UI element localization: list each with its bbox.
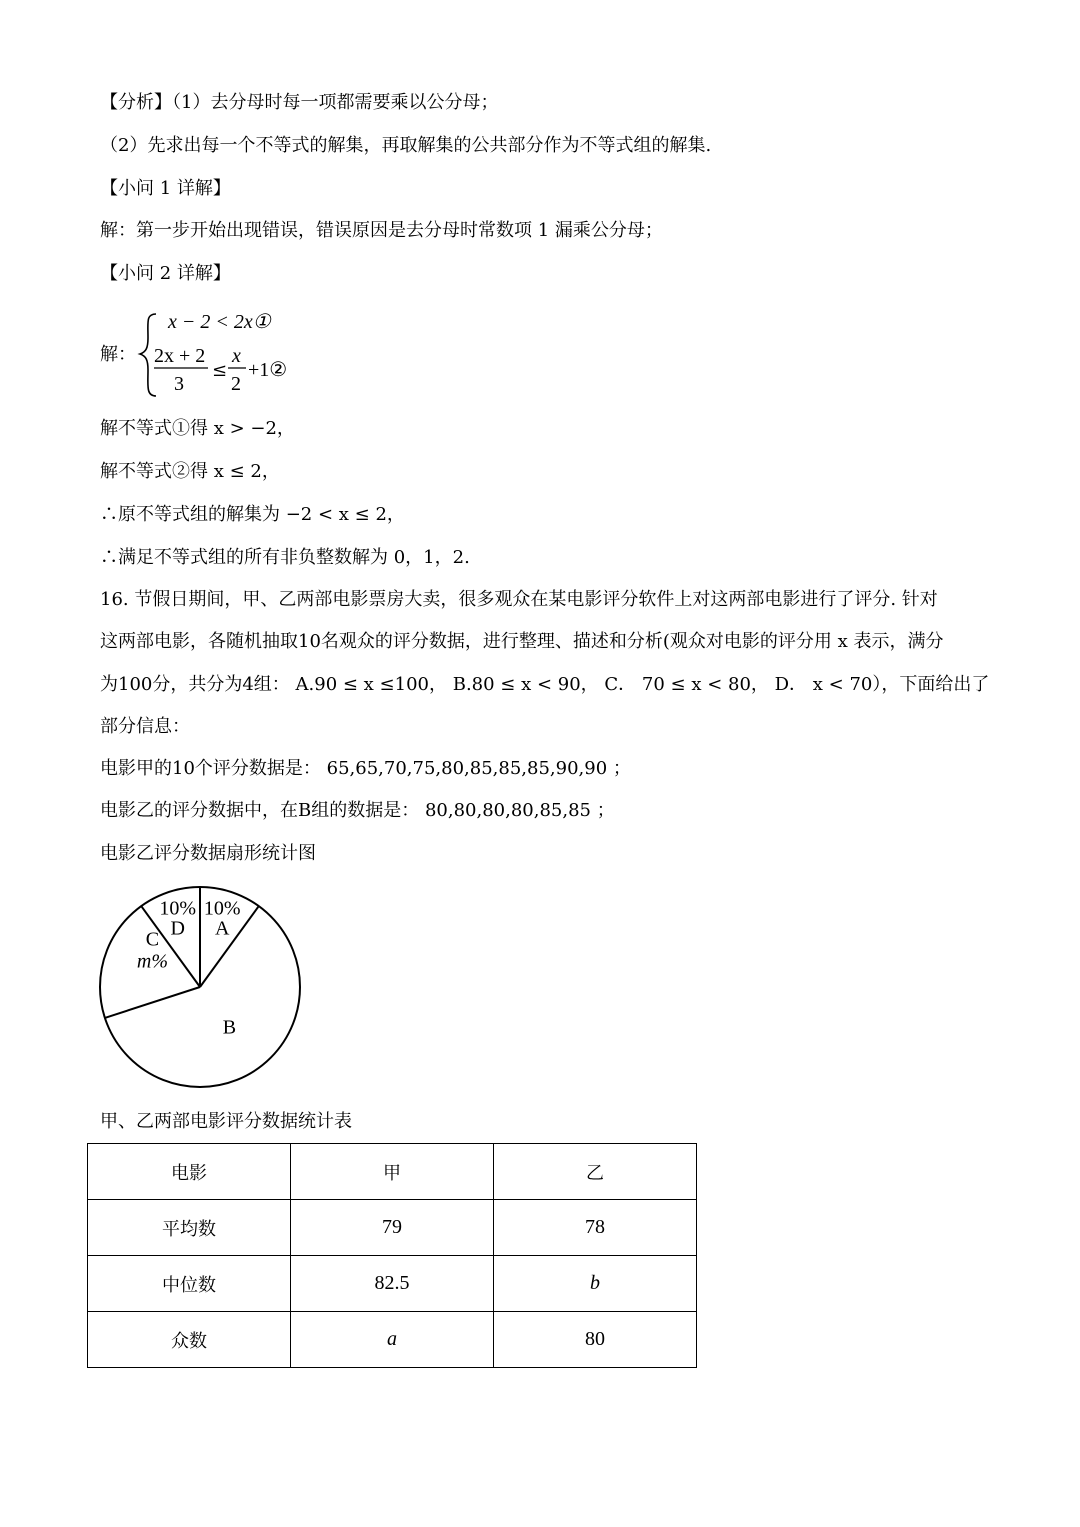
problem16-line-4: 部分信息： <box>100 716 190 737</box>
row-label: 众数 <box>88 1312 291 1368</box>
eq2-den-left: 3 <box>174 373 184 395</box>
movie-b-data: 电影乙的评分数据中，在B组的数据是： 80,80,80,80,85,85 ； <box>100 800 615 821</box>
q2-heading: 【小问 2 详解】 <box>100 263 231 284</box>
row-label: 平均数 <box>88 1200 291 1256</box>
pie-slice-c-percent: m% <box>136 950 169 973</box>
q1-answer: 解：第一步开始出现错误，错误原因是去分母时常数项 1 漏乘公分母； <box>100 220 663 241</box>
system-math <box>100 308 420 403</box>
table-header-row <box>88 1144 697 1200</box>
cell-value: b <box>494 1256 697 1312</box>
stats-table <box>87 1143 697 1368</box>
analysis-line-1: 【分析】（1）去分母时每一项都需要乘以公分母； <box>100 92 499 113</box>
pie-slice-a-percent: 10% <box>203 897 241 920</box>
problem16-line-2: 这两部电影，各随机抽取10名观众的评分数据，进行整理、描述和分析(观众对电影的评分用 x 表示，满分 <box>100 631 944 652</box>
problem16-line-3: 为100分，共分为4组： A.90 ≤ x ≤100， B.80 ≤ x < 90， C． 70 ≤ x < 80， D． x < 70），下面给出了 <box>100 674 990 695</box>
row-label: 中位数 <box>88 1256 291 1312</box>
eq1: x − 2 < 2x① <box>168 311 271 333</box>
pie-slice-c-label: C <box>145 928 160 951</box>
eq2-rel: ≤ <box>212 360 228 381</box>
problem16-line-1: 16. 节假日期间，甲、乙两部电影票房大卖，很多观众在某电影评分软件上对这两部电影进行了评分. 针对 <box>100 589 938 610</box>
table-row-mode <box>88 1312 697 1368</box>
inequality-system <box>100 308 420 403</box>
header-cell-a: 甲 <box>291 1144 494 1200</box>
cell-value: 79 <box>291 1200 494 1256</box>
pie-slice-d-percent: 10% <box>159 897 197 920</box>
q2-step-3: ∴原不等式组的解集为 −2 < x ≤ 2， <box>100 504 405 525</box>
header-cell-movie: 电影 <box>88 1144 291 1200</box>
q2-step-1: 解不等式①得 x > −2， <box>100 418 295 439</box>
table-row-median <box>88 1256 697 1312</box>
cell-value: 82.5 <box>291 1256 494 1312</box>
pie-slice-d-label: D <box>170 917 185 940</box>
eq2-den-right: 2 <box>231 373 241 395</box>
pie-caption: 电影乙评分数据扇形统计图 <box>100 843 316 864</box>
table-caption: 甲、乙两部电影评分数据统计表 <box>100 1111 352 1132</box>
cell-value: 80 <box>494 1312 697 1368</box>
pie-chart <box>95 880 310 1095</box>
q1-heading: 【小问 1 详解】 <box>100 178 231 199</box>
q2-step-2: 解不等式②得 x ≤ 2， <box>100 461 280 482</box>
movie-a-data: 电影甲的10个评分数据是： 65,65,70,75,80,85,85,85,90,90 ； <box>100 758 631 779</box>
eq2-num-left: 2x + 2 <box>154 345 206 367</box>
pie-slice-a-label: A <box>215 917 230 940</box>
eq2-num-right: x <box>232 345 241 367</box>
table-row-mean <box>88 1200 697 1256</box>
cell-value: 78 <box>494 1200 697 1256</box>
pie-slice-b-label: B <box>222 1016 237 1039</box>
header-cell-b: 乙 <box>494 1144 697 1200</box>
system-label: 解： <box>100 344 136 365</box>
eq2-tail: +1② <box>248 359 288 381</box>
analysis-line-2: （2）先求出每一个不等式的解集，再取解集的公共部分作为不等式组的解集. <box>100 135 712 156</box>
cell-value: a <box>291 1312 494 1368</box>
q2-step-4: ∴满足不等式组的所有非负整数解为 0，1，2. <box>100 547 470 568</box>
